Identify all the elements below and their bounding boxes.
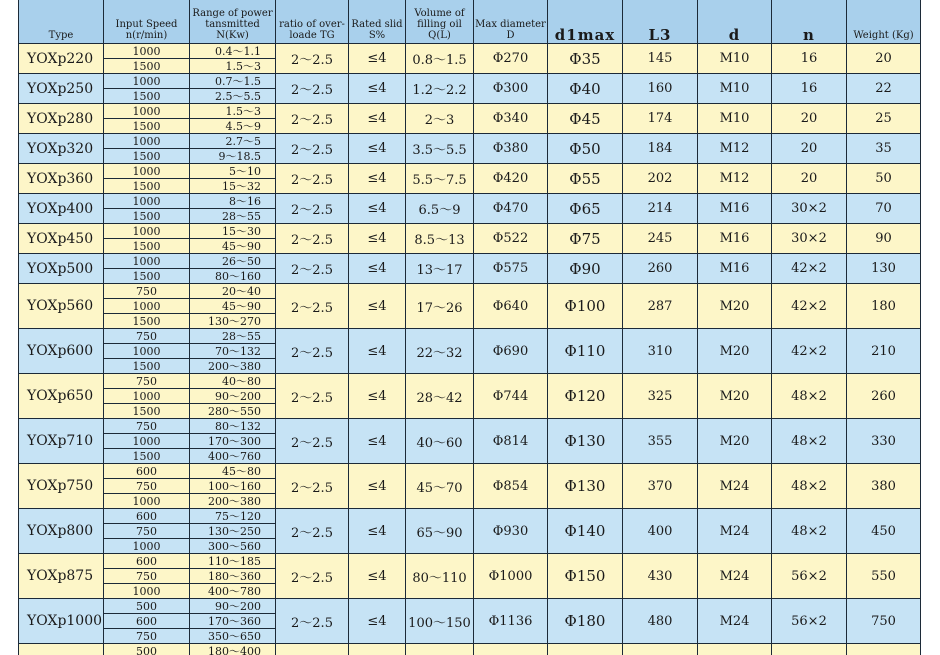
cell-input-speed: 600 <box>104 554 190 569</box>
cell-oil-volume: 5.5～7.5 <box>406 164 474 194</box>
cell-rated-slip: ≤4 <box>349 599 406 644</box>
cell-max-diameter: Φ1000 <box>474 554 548 599</box>
cell-n: 16 <box>772 74 847 104</box>
cell-d1max: Φ50 <box>548 134 623 164</box>
cell-overload-ratio: 2～2.5 <box>276 254 349 284</box>
cell-input-speed: 1500 <box>104 119 190 134</box>
cell-input-speed: 750 <box>104 419 190 434</box>
cell-l3: 174 <box>623 104 698 134</box>
cell-input-speed: 1500 <box>104 149 190 164</box>
cell-l3: 310 <box>623 329 698 374</box>
cell-input-speed: 1000 <box>104 584 190 599</box>
cell-overload-ratio: 2～2.5 <box>276 224 349 254</box>
header-l3: L3 <box>623 0 698 44</box>
cell-d1max: Φ130 <box>548 419 623 464</box>
cell-rated-slip: ≤4 <box>349 374 406 419</box>
table-row <box>19 419 921 434</box>
cell-max-diameter: Φ420 <box>474 164 548 194</box>
cell-d1max: Φ65 <box>548 194 623 224</box>
cell-l3: 325 <box>623 374 698 419</box>
cell-power-range: 45～90 <box>190 239 276 254</box>
cell-d1max: Φ120 <box>548 374 623 419</box>
cell-rated-slip: ≤4 <box>349 554 406 599</box>
cell-power-range: 400～780 <box>190 584 276 599</box>
cell-power-range: 180～400 <box>190 644 276 655</box>
coupling-spec-table <box>18 0 921 655</box>
cell-d1max: Φ150 <box>548 554 623 599</box>
cell-input-speed: 1000 <box>104 344 190 359</box>
cell-oil-volume: 22～32 <box>406 329 474 374</box>
cell-max-diameter: Φ340 <box>474 104 548 134</box>
cell-model-type: YOXp280 <box>19 104 104 134</box>
cell-rated-slip: ≤4 <box>349 509 406 554</box>
cell-d1max: Φ140 <box>548 509 623 554</box>
cell-model-type: YOXp450 <box>19 224 104 254</box>
cell-d1max: Φ45 <box>548 104 623 134</box>
cell-weight: 750 <box>847 599 921 644</box>
cell-power-range: 5～10 <box>190 164 276 179</box>
header-weight: Weight (Kg) <box>847 0 921 44</box>
cell-l3: 370 <box>623 464 698 509</box>
cell-weight: 450 <box>847 509 921 554</box>
cell-weight: 550 <box>847 554 921 599</box>
cell-input-speed: 1000 <box>104 389 190 404</box>
cell-bolt-d: M10 <box>698 74 772 104</box>
cell-bolt-d: M16 <box>698 254 772 284</box>
cell-input-speed: 1000 <box>104 299 190 314</box>
cell-n: 48×2 <box>772 419 847 464</box>
cell-weight <box>847 644 921 655</box>
cell-input-speed: 1000 <box>104 224 190 239</box>
cell-model-type: YOXp1000 <box>19 599 104 644</box>
cell-input-speed: 1000 <box>104 74 190 89</box>
table-row <box>19 374 921 389</box>
cell-bolt-d: M24 <box>698 464 772 509</box>
header-row <box>19 0 921 44</box>
cell-model-type: YOXp320 <box>19 134 104 164</box>
cell-input-speed: 750 <box>104 524 190 539</box>
cell-l3: 184 <box>623 134 698 164</box>
cell-input-speed: 1000 <box>104 44 190 59</box>
cell-bolt-d: M20 <box>698 329 772 374</box>
cell-bolt-d: M20 <box>698 284 772 329</box>
cell-max-diameter: Φ380 <box>474 134 548 164</box>
cell-l3: 430 <box>623 554 698 599</box>
cell-d1max: Φ130 <box>548 464 623 509</box>
header-d1max: d1max <box>548 0 623 44</box>
cell-input-speed: 600 <box>104 509 190 524</box>
cell-weight: 25 <box>847 104 921 134</box>
cell-rated-slip <box>349 644 406 655</box>
cell-model-type: YOXp750 <box>19 464 104 509</box>
cell-n: 42×2 <box>772 254 847 284</box>
table-row <box>19 254 921 269</box>
cell-power-range: 80～160 <box>190 269 276 284</box>
cell-power-range: 8～16 <box>190 194 276 209</box>
cell-overload-ratio: 2～2.5 <box>276 554 349 599</box>
cell-rated-slip: ≤4 <box>349 104 406 134</box>
cell-power-range: 180～360 <box>190 569 276 584</box>
cell-input-speed: 600 <box>104 614 190 629</box>
cell-power-range: 130～270 <box>190 314 276 329</box>
cell-weight: 22 <box>847 74 921 104</box>
cell-input-speed: 500 <box>104 599 190 614</box>
cell-oil-volume: 3.5～5.5 <box>406 134 474 164</box>
cell-power-range: 0.7～1.5 <box>190 74 276 89</box>
header-n: n <box>772 0 847 44</box>
cell-l3: 400 <box>623 509 698 554</box>
cell-overload-ratio: 2～2.5 <box>276 74 349 104</box>
cell-weight: 50 <box>847 164 921 194</box>
cell-weight: 35 <box>847 134 921 164</box>
cell-model-type: YOXp800 <box>19 509 104 554</box>
table-row <box>19 554 921 569</box>
cell-weight: 380 <box>847 464 921 509</box>
cell-power-range: 0.4～1.1 <box>190 44 276 59</box>
cell-oil-volume: 28～42 <box>406 374 474 419</box>
cell-n: 42×2 <box>772 284 847 329</box>
cell-n: 48×2 <box>772 464 847 509</box>
cell-input-speed: 1000 <box>104 194 190 209</box>
cell-weight: 180 <box>847 284 921 329</box>
cell-n <box>772 644 847 655</box>
cell-l3: 160 <box>623 74 698 104</box>
cell-power-range: 9～18.5 <box>190 149 276 164</box>
cell-oil-volume: 2～3 <box>406 104 474 134</box>
cell-oil-volume: 100～150 <box>406 599 474 644</box>
cell-bolt-d: M10 <box>698 44 772 74</box>
cell-d1max: Φ40 <box>548 74 623 104</box>
cell-power-range: 70～132 <box>190 344 276 359</box>
cell-input-speed: 750 <box>104 479 190 494</box>
cell-power-range: 1.5～3 <box>190 59 276 74</box>
cell-n: 20 <box>772 134 847 164</box>
cell-max-diameter: Φ640 <box>474 284 548 329</box>
cell-weight: 70 <box>847 194 921 224</box>
cell-input-speed: 1500 <box>104 404 190 419</box>
cell-power-range: 45～90 <box>190 299 276 314</box>
cell-power-range: 75～120 <box>190 509 276 524</box>
cell-max-diameter: Φ300 <box>474 74 548 104</box>
table-row <box>19 599 921 614</box>
cell-power-range: 90～200 <box>190 389 276 404</box>
cell-max-diameter: Φ575 <box>474 254 548 284</box>
cell-l3 <box>623 644 698 655</box>
cell-l3: 480 <box>623 599 698 644</box>
cell-d1max: Φ90 <box>548 254 623 284</box>
cell-overload-ratio: 2～2.5 <box>276 599 349 644</box>
cell-model-type: YOXp710 <box>19 419 104 464</box>
cell-overload-ratio: 2～2.5 <box>276 44 349 74</box>
cell-rated-slip: ≤4 <box>349 464 406 509</box>
cell-power-range: 170～300 <box>190 434 276 449</box>
cell-overload-ratio: 2～2.5 <box>276 464 349 509</box>
cell-bolt-d: M12 <box>698 134 772 164</box>
cell-input-speed: 1000 <box>104 494 190 509</box>
cell-model-type: YOXp875 <box>19 554 104 599</box>
cell-input-speed: 1000 <box>104 134 190 149</box>
cell-bolt-d: M16 <box>698 194 772 224</box>
cell-rated-slip: ≤4 <box>349 194 406 224</box>
cell-input-speed: 750 <box>104 629 190 644</box>
cell-model-type: YOXp220 <box>19 44 104 74</box>
cell-weight: 20 <box>847 44 921 74</box>
cell-rated-slip: ≤4 <box>349 329 406 374</box>
cell-power-range: 170～360 <box>190 614 276 629</box>
cell-n: 30×2 <box>772 224 847 254</box>
cell-oil-volume: 45～70 <box>406 464 474 509</box>
cell-weight: 90 <box>847 224 921 254</box>
cell-input-speed: 750 <box>104 284 190 299</box>
cell-power-range: 20～40 <box>190 284 276 299</box>
cell-overload-ratio <box>276 644 349 655</box>
cell-overload-ratio: 2～2.5 <box>276 509 349 554</box>
cell-d1max: Φ110 <box>548 329 623 374</box>
header-overload-ratio: ratio of over-loade TG <box>276 0 349 44</box>
cell-overload-ratio: 2～2.5 <box>276 284 349 329</box>
cell-model-type <box>19 644 104 655</box>
cell-max-diameter: Φ930 <box>474 509 548 554</box>
cell-l3: 287 <box>623 284 698 329</box>
cell-model-type: YOXp600 <box>19 329 104 374</box>
cell-bolt-d: M16 <box>698 224 772 254</box>
cell-input-speed: 1500 <box>104 239 190 254</box>
cell-input-speed: 1500 <box>104 449 190 464</box>
cell-weight: 130 <box>847 254 921 284</box>
cell-input-speed: 600 <box>104 464 190 479</box>
cell-weight: 210 <box>847 329 921 374</box>
cell-input-speed: 1000 <box>104 254 190 269</box>
cell-model-type: YOXp360 <box>19 164 104 194</box>
cell-power-range: 300～560 <box>190 539 276 554</box>
header-rated-slip: Rated slid S% <box>349 0 406 44</box>
cell-input-speed: 1500 <box>104 314 190 329</box>
cell-input-speed: 750 <box>104 374 190 389</box>
cell-rated-slip: ≤4 <box>349 224 406 254</box>
cell-n: 30×2 <box>772 194 847 224</box>
header-input-speed: Input Speed n(r/min) <box>104 0 190 44</box>
cell-bolt-d: M24 <box>698 599 772 644</box>
cell-n: 20 <box>772 104 847 134</box>
cell-power-range: 15～32 <box>190 179 276 194</box>
cell-l3: 245 <box>623 224 698 254</box>
cell-power-range: 28～55 <box>190 329 276 344</box>
cell-max-diameter: Φ690 <box>474 329 548 374</box>
cell-bolt-d: M20 <box>698 374 772 419</box>
cell-n: 48×2 <box>772 374 847 419</box>
table-row <box>19 509 921 524</box>
cell-bolt-d <box>698 644 772 655</box>
cell-power-range: 90～200 <box>190 599 276 614</box>
cell-overload-ratio: 2～2.5 <box>276 134 349 164</box>
cell-rated-slip: ≤4 <box>349 134 406 164</box>
cell-power-range: 80～132 <box>190 419 276 434</box>
cell-input-speed: 1000 <box>104 164 190 179</box>
cell-power-range: 1.5～3 <box>190 104 276 119</box>
cell-overload-ratio: 2～2.5 <box>276 164 349 194</box>
cell-oil-volume: 0.8～1.5 <box>406 44 474 74</box>
cell-l3: 145 <box>623 44 698 74</box>
cell-power-range: 2.7～5 <box>190 134 276 149</box>
cell-rated-slip: ≤4 <box>349 74 406 104</box>
cell-input-speed: 1000 <box>104 104 190 119</box>
cell-bolt-d: M10 <box>698 104 772 134</box>
cell-oil-volume <box>406 644 474 655</box>
table-row <box>19 644 921 655</box>
table-row <box>19 329 921 344</box>
cell-power-range: 4.5～9 <box>190 119 276 134</box>
table-row <box>19 134 921 149</box>
cell-power-range: 15～30 <box>190 224 276 239</box>
table-row <box>19 44 921 59</box>
cell-d1max: Φ75 <box>548 224 623 254</box>
cell-model-type: YOXp560 <box>19 284 104 329</box>
cell-weight: 330 <box>847 419 921 464</box>
table-row <box>19 194 921 209</box>
cell-rated-slip: ≤4 <box>349 44 406 74</box>
cell-power-range: 130～250 <box>190 524 276 539</box>
cell-bolt-d: M24 <box>698 554 772 599</box>
cell-oil-volume: 1.2～2.2 <box>406 74 474 104</box>
cell-bolt-d: M20 <box>698 419 772 464</box>
cell-model-type: YOXp400 <box>19 194 104 224</box>
cell-power-range: 45～80 <box>190 464 276 479</box>
header-oil-volume: Volume of filling oil Q(L) <box>406 0 474 44</box>
cell-model-type: YOXp250 <box>19 74 104 104</box>
cell-l3: 202 <box>623 164 698 194</box>
cell-power-range: 200～380 <box>190 494 276 509</box>
cell-input-speed: 1000 <box>104 434 190 449</box>
cell-model-type: YOXp650 <box>19 374 104 419</box>
cell-max-diameter: Φ744 <box>474 374 548 419</box>
cell-input-speed: 1500 <box>104 359 190 374</box>
cell-overload-ratio: 2～2.5 <box>276 104 349 134</box>
cell-input-speed: 750 <box>104 329 190 344</box>
cell-l3: 214 <box>623 194 698 224</box>
cell-input-speed: 750 <box>104 569 190 584</box>
cell-n: 16 <box>772 44 847 74</box>
cell-input-speed: 1500 <box>104 269 190 284</box>
cell-input-speed: 500 <box>104 644 190 655</box>
cell-overload-ratio: 2～2.5 <box>276 329 349 374</box>
cell-power-range: 2.5～5.5 <box>190 89 276 104</box>
cell-max-diameter: Φ270 <box>474 44 548 74</box>
cell-rated-slip: ≤4 <box>349 254 406 284</box>
cell-input-speed: 1500 <box>104 179 190 194</box>
cell-overload-ratio: 2～2.5 <box>276 419 349 464</box>
cell-oil-volume: 6.5～9 <box>406 194 474 224</box>
cell-bolt-d: M12 <box>698 164 772 194</box>
cell-input-speed: 1000 <box>104 539 190 554</box>
cell-power-range: 100～160 <box>190 479 276 494</box>
cell-rated-slip: ≤4 <box>349 284 406 329</box>
header-d: d <box>698 0 772 44</box>
table-row <box>19 164 921 179</box>
cell-input-speed: 1500 <box>104 59 190 74</box>
cell-power-range: 26～50 <box>190 254 276 269</box>
cell-max-diameter: Φ814 <box>474 419 548 464</box>
cell-max-diameter: Φ854 <box>474 464 548 509</box>
cell-d1max <box>548 644 623 655</box>
cell-power-range: 110～185 <box>190 554 276 569</box>
cell-n: 48×2 <box>772 509 847 554</box>
cell-power-range: 350～650 <box>190 629 276 644</box>
cell-n: 42×2 <box>772 329 847 374</box>
cell-max-diameter: Φ470 <box>474 194 548 224</box>
cell-d1max: Φ100 <box>548 284 623 329</box>
cell-d1max: Φ35 <box>548 44 623 74</box>
cell-n: 20 <box>772 164 847 194</box>
cell-power-range: 28～55 <box>190 209 276 224</box>
cell-oil-volume: 40～60 <box>406 419 474 464</box>
cell-power-range: 200～380 <box>190 359 276 374</box>
cell-model-type: YOXp500 <box>19 254 104 284</box>
table-row <box>19 104 921 119</box>
cell-l3: 260 <box>623 254 698 284</box>
cell-d1max: Φ180 <box>548 599 623 644</box>
cell-bolt-d: M24 <box>698 509 772 554</box>
table-row <box>19 464 921 479</box>
cell-max-diameter: Φ1136 <box>474 599 548 644</box>
cell-max-diameter: Φ522 <box>474 224 548 254</box>
cell-power-range: 400～760 <box>190 449 276 464</box>
cell-overload-ratio: 2～2.5 <box>276 194 349 224</box>
cell-oil-volume: 17～26 <box>406 284 474 329</box>
cell-power-range: 40～80 <box>190 374 276 389</box>
cell-oil-volume: 8.5～13 <box>406 224 474 254</box>
cell-input-speed: 1500 <box>104 89 190 104</box>
table-row <box>19 74 921 89</box>
cell-oil-volume: 80～110 <box>406 554 474 599</box>
cell-overload-ratio: 2～2.5 <box>276 374 349 419</box>
cell-d1max: Φ55 <box>548 164 623 194</box>
cell-rated-slip: ≤4 <box>349 419 406 464</box>
cell-l3: 355 <box>623 419 698 464</box>
header-type: Type <box>19 0 104 44</box>
cell-rated-slip: ≤4 <box>349 164 406 194</box>
cell-n: 56×2 <box>772 554 847 599</box>
cell-oil-volume: 65～90 <box>406 509 474 554</box>
cell-oil-volume: 13～17 <box>406 254 474 284</box>
cell-power-range: 280～550 <box>190 404 276 419</box>
header-power-range: Range of power tansmitted N(Kw) <box>190 0 276 44</box>
cell-max-diameter <box>474 644 548 655</box>
table-row <box>19 284 921 299</box>
cell-input-speed: 1500 <box>104 209 190 224</box>
table-row <box>19 224 921 239</box>
header-max-diameter: Max diameter D <box>474 0 548 44</box>
cell-weight: 260 <box>847 374 921 419</box>
cell-n: 56×2 <box>772 599 847 644</box>
